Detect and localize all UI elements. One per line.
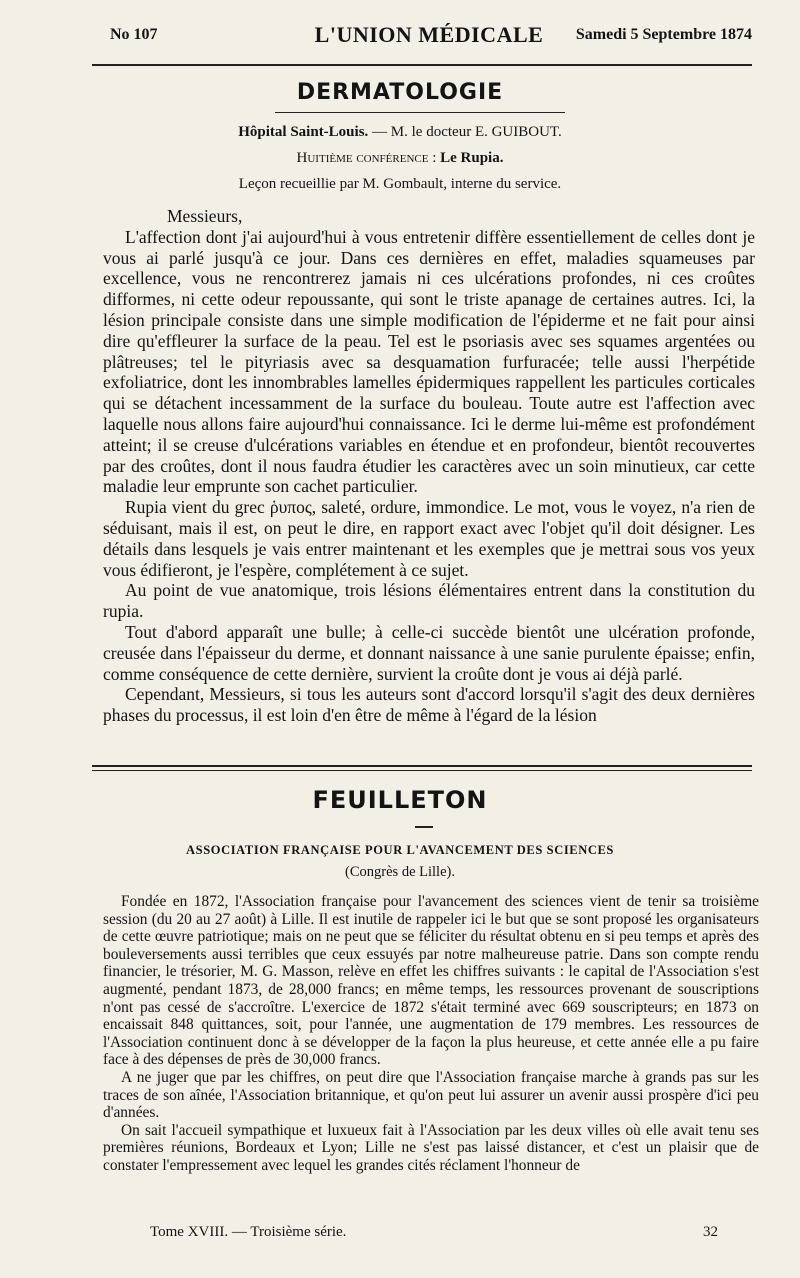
dermatology-article-body — [103, 206, 755, 758]
feuilleton-dash — [415, 826, 433, 828]
congress-name: (Congrès de Lille). — [345, 864, 455, 880]
article-paragraph: Rupia vient du grec ῥυπος, saleté, ordure, immondice. Le mot, vous le voyez, n'a rien de séduisant, mais il est, on peut le dire, en rapport exact avec l'objet qu'il doit désigner. Les détails dans lesquels je vais entrer maintenant et les exemples que je mettrai sous vos yeux vous édifieront, je l'espère, complétement à ce sujet. — [103, 497, 755, 580]
feuilleton-separator-thick — [92, 765, 752, 767]
hospital-name: Hôpital Saint-Louis. — [238, 124, 369, 140]
article-paragraph: L'affection dont j'ai aujourd'hui à vous entretenir diffère essentiellement de celles dont je vous ai parlé jusqu'à ce jour. Dans ces dernières en effet, maladies squameuses par excellence, vous ne rencontrerez jamais ni ces ulcérations profondes, ni ces croûtes difformes, ni cette odeur repoussante, qui sont le triste apanage de certaines autres. Ici, la lésion principale consiste dans une simple modification de l'épiderme et ne fait pour ainsi dire qu'effleurer la surface de la peau. Tel est le psoriasis avec ses squames argentées ou plâtreuses; tel le pityriasis avec sa desquamation furfuracée; telle aussi l'herpétide exfoliatrice, dont les innombrables lamelles épidermiques rappellent les particules corticales qui se détachent incessamment de la surface du bouleau. Toute autre est l'affection avec laquelle nous allons faire aujourd'hui connaissance. Ici le derme lui-même est profondément atteint; il se creuse d'ulcérations variables en étendue et en profondeur, bientôt recouvertes par des croûtes, dont il nous faudra étudier les caractères avec un soin minutieux, car cette maladie leur emprunte son cachet particulier. — [103, 226, 755, 497]
conference-subject: Le Rupia. — [440, 150, 504, 166]
issue-number: No 107 — [110, 26, 158, 43]
volume-info: Tome XVIII. — Troisième série. — [150, 1224, 347, 1240]
conference-label: Huitième conférence : — [296, 150, 441, 166]
feuilleton-section-title: FEUILLETON — [312, 786, 488, 814]
page-number: 32 — [703, 1224, 718, 1240]
journal-title: L'UNION MÉDICALE — [314, 22, 544, 47]
feuilleton-body — [103, 893, 759, 1215]
feuilleton-subtitle: ASSOCIATION FRANÇAISE POUR L'AVANCEMENT DES SCIENCES — [186, 843, 614, 857]
masthead — [106, 22, 752, 56]
article-paragraph: Au point de vue anatomique, trois lésions élémentaires entrent dans la constitution du rupia. — [103, 580, 755, 622]
article-paragraph: Tout d'abord apparaît une bulle; à celle-ci succède bientôt une ulcération profonde, creusée dans l'épaisseur du derme, et donnant naissance à une sanie purulente épaisse; enfin, comme conséquence de cette dernière, survient la croûte dont je vous ai déjà parlé. — [103, 621, 755, 684]
section-title-underline — [275, 112, 565, 113]
feuilleton-paragraph: On sait l'accueil sympathique et luxueux fait à l'Association par les deux villes où elle avait tenu ses premières réunions, Bordeaux et Lyon; Lille ne s'est pas laissé distancer, et c'est un plaisir que de constater l'empressement avec lequel les grandes cités réclament l'honneur de — [103, 1121, 759, 1174]
masthead-rule — [92, 64, 752, 66]
dermatology-section-title: DERMATOLOGIE — [296, 80, 504, 105]
issue-date: Samedi 5 Septembre 1874 — [575, 26, 752, 43]
feuilleton-separator-thin — [92, 770, 752, 771]
feuilleton-paragraph: Fondée en 1872, l'Association française pour l'avancement des sciences vient de tenir sa troisième session (du 20 au 27 août) à Lille. Il est inutile de rappeler ici le but que se sont proposé les organisateurs de cette œuvre patriotique; mais on ne peut que se féliciter du résultat obtenu en si peu temps et après des bouleversements aussi terribles que ceux essuyés par notre malheureuse patrie. Dans son compte rendu financier, le trésorier, M. G. Masson, relève en effet les chiffres suivants : le capital de l'Association s'est augmenté, pendant 1873, de 28,000 francs; en même temps, les ressources provenant de souscriptions n'ont pas cessé de s'accroître. L'exercice de 1872 s'était terminé avec 669 souscripteurs; en 1873 on encaissait 848 quittances, soit, pour l'année, une augmentation de 179 membres. Les ressources de l'Association continuent donc à se développer de la façon la plus heureuse, et cette année elle a pu faire face à des dépenses de près de 30,000 francs. — [103, 893, 759, 1069]
lecture-reporter: Leçon recueillie par M. Gombault, interne du service. — [238, 176, 562, 192]
feuilleton-paragraph: A ne juger que par les chiffres, on peut dire que l'Association française marche à grands pas sur les traces de son aînée, l'Association britannique, et qu'on peut lui assurer un avenir aussi prospère d'ici peu d'années. — [103, 1068, 759, 1122]
page-footer — [150, 1224, 718, 1244]
lecture-heading — [0, 150, 800, 167]
article-paragraph: Cependant, Messieurs, si tous les auteurs sont d'accord lorsqu'il s'agit des deux dernières phases du processus, il est loin d'en être de même à l'égard de la lésion — [103, 684, 755, 726]
doctor-name: — M. le docteur E. GUIBOUT. — [368, 124, 562, 140]
salutation: Messieurs, — [167, 206, 243, 226]
lecture-attribution — [0, 124, 800, 141]
